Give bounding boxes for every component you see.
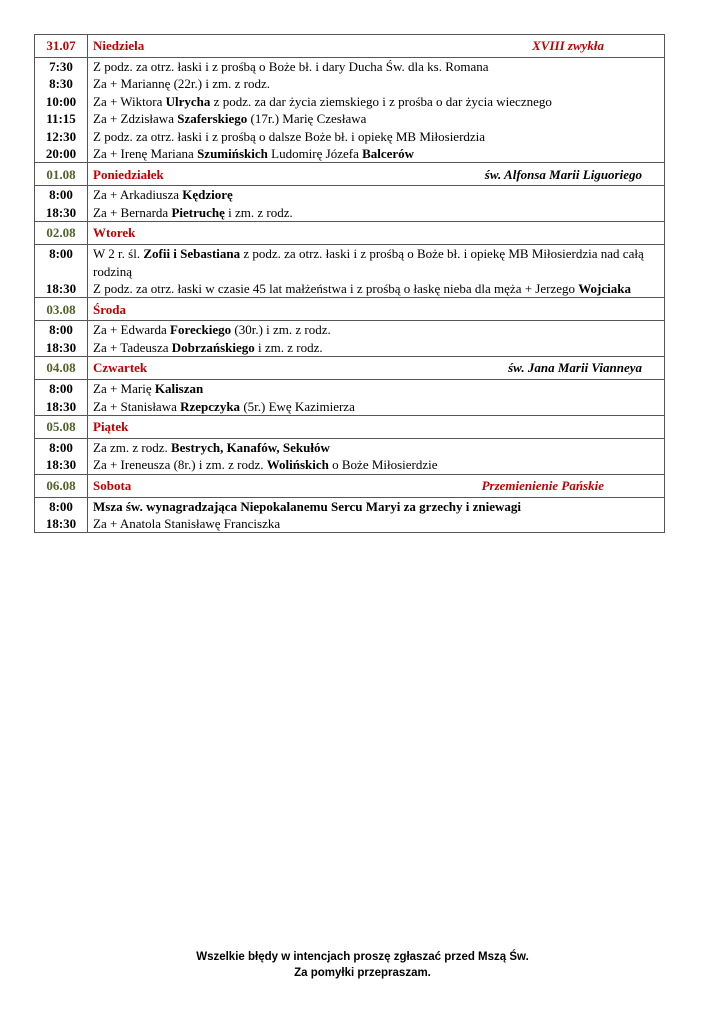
intention-name-bold: Balcerów: [362, 145, 415, 161]
intentions-cell: [88, 58, 665, 163]
day-header-row: [35, 415, 665, 438]
day-name: Środa: [93, 301, 126, 317]
footer-note: [0, 949, 725, 981]
times-cell: [35, 186, 88, 222]
intention-text: z podz. za otrz. łaski i z prośbą o Boże bł. i opiekę MB Miłosierdzia nad całą rodziną: [93, 246, 644, 279]
intention-text: W 2 r. śl.: [93, 246, 144, 262]
intention-name-bold: Zofii i Sebastiana: [143, 246, 241, 262]
intentions-cell: [88, 497, 665, 533]
mass-time: 8:00: [49, 246, 73, 262]
times-cell: [35, 380, 88, 416]
day-header-content: [93, 166, 660, 183]
intention-text: i zm. z rodz.: [254, 339, 323, 355]
feast-name: XVIII zwykła: [532, 38, 604, 54]
day-header-cell: [88, 415, 665, 438]
day-name: Poniedziałek: [93, 166, 164, 182]
intention-text: Za + Arkadiusza: [93, 187, 183, 203]
mass-intention: [93, 398, 660, 415]
mass-time: 18:30: [45, 516, 77, 532]
mass-time: 12:30: [45, 128, 77, 144]
intention-text: (30r.) i zm. z rodz.: [231, 322, 331, 338]
day-name: Sobota: [93, 477, 132, 493]
intention-text: Za + Anatola Stanisławę Franciszka: [93, 516, 281, 532]
day-header-content: [93, 477, 660, 494]
intentions-cell: [88, 380, 665, 416]
day-entries-row: [35, 497, 665, 533]
intention-name-bold: Dobrzańskiego: [171, 339, 255, 355]
day-date: 31.07: [35, 35, 88, 58]
day-name: Niedziela: [93, 38, 145, 54]
day-date: 01.08: [35, 163, 88, 186]
intention-text: Za + Bernarda: [93, 204, 172, 220]
intention-text: Z podz. za otrz. łaski w czasie 45 lat małżeństwa i z prośbą o łaskę nieba dla męża + Jerzego: [93, 280, 579, 296]
day-header-row: [35, 35, 665, 58]
intention-name-bold: Kędziorę: [182, 187, 233, 203]
intention-text: Za + Mariannę (22r.) i zm. z rodz.: [93, 76, 270, 92]
day-header-cell: [88, 163, 665, 186]
mass-time: 20:00: [45, 145, 77, 161]
day-header-cell: [88, 222, 665, 245]
mass-time: 7:30: [49, 59, 73, 74]
intention-name-bold: Szumińskich: [197, 145, 268, 161]
feast-name: św. Jana Marii Vianneya: [508, 360, 642, 376]
day-header-cell: [88, 474, 665, 497]
intention-text: Za + Ireneusza (8r.) i zm. z rodz.: [93, 457, 267, 473]
intention-text: Za + Zdzisława: [93, 111, 178, 127]
intention-text: (5r.) Ewę Kazimierza: [240, 398, 355, 414]
day-header-row: [35, 298, 665, 321]
day-date: 04.08: [35, 357, 88, 380]
intention-text: Za + Tadeusza: [93, 339, 172, 355]
times-cell: [35, 58, 88, 163]
intention-text: o Boże Miłosierdzie: [328, 457, 438, 473]
day-date: 03.08: [35, 298, 88, 321]
intentions-cell: [88, 245, 665, 298]
intention-name-bold: Rzepczyka: [180, 398, 241, 414]
day-header-row: [35, 163, 665, 186]
feast-name: Przemienienie Pańskie: [481, 477, 604, 493]
footer-line-1: Wszelkie błędy w intencjach proszę zgłaszać przed Mszą Św.: [196, 951, 529, 963]
mass-intention: [93, 186, 660, 203]
mass-time: 18:30: [45, 280, 77, 296]
day-date: 05.08: [35, 415, 88, 438]
mass-intention: [93, 93, 660, 110]
mass-time: 8:30: [49, 76, 73, 92]
times-cell: [35, 438, 88, 474]
day-header-content: [93, 418, 660, 435]
mass-intention: [93, 128, 660, 145]
day-entries-row: [35, 438, 665, 474]
intention-text: Z podz. za otrz. łaski i z prośbą o Boże bł. i dary Ducha Św. dla ks. Romana: [93, 59, 489, 74]
intention-text: Za + Irenę Mariana: [93, 145, 198, 161]
intention-text: Za + Edwarda: [93, 322, 170, 338]
mass-intention: [93, 110, 660, 127]
intention-name-bold: Wolińskich: [266, 457, 329, 473]
day-header-cell: [88, 357, 665, 380]
day-entries-row: [35, 58, 665, 163]
intention-text: Z podz. za otrz. łaski i z prośbą o dalsze Boże bł. i opiekę MB Miłosierdzia: [93, 128, 486, 144]
intention-text: i zm. z rodz.: [224, 204, 293, 220]
intention-text: Za + Wiktora: [93, 93, 166, 109]
mass-intention: [93, 439, 660, 456]
day-entries-row: [35, 321, 665, 357]
feast-name: św. Alfonsa Marii Liguoriego: [484, 166, 642, 182]
mass-intention: [93, 380, 660, 397]
intention-text: Za zm. z rodz.: [93, 439, 171, 455]
mass-time: 11:15: [46, 111, 76, 127]
day-header-cell: [88, 298, 665, 321]
day-entries-row: [35, 380, 665, 416]
day-header-content: [93, 301, 660, 318]
intentions-cell: [88, 321, 665, 357]
mass-time: 8:00: [49, 322, 73, 338]
day-name: Czwartek: [93, 360, 148, 376]
intention-text: Za + Marię: [93, 381, 155, 397]
mass-intention: [93, 75, 660, 92]
day-date: 06.08: [35, 474, 88, 497]
footer-line-2: Za pomyłki przepraszam.: [294, 967, 431, 979]
intention-name-bold: Msza św. wynagradzająca Niepokalanemu Sercu Maryi za grzechy i zniewagi: [93, 498, 521, 514]
day-header-row: [35, 222, 665, 245]
intention-name-bold: Szaferskiego: [177, 111, 248, 127]
mass-intention: [93, 145, 660, 162]
times-cell: [35, 497, 88, 533]
mass-intention: [93, 204, 660, 221]
mass-time: 18:30: [45, 457, 77, 473]
mass-time: 8:00: [49, 498, 73, 514]
mass-time: 18:30: [45, 339, 77, 355]
times-cell: [35, 321, 88, 357]
day-entries-row: [35, 186, 665, 222]
mass-intention: [93, 58, 660, 75]
intention-text: Za + Stanisława: [93, 398, 181, 414]
mass-intention: [93, 321, 660, 338]
mass-intention: [93, 280, 660, 297]
mass-intention: [93, 245, 660, 280]
intention-name-bold: Foreckiego: [170, 322, 232, 338]
intention-name-bold: Wojciaka: [578, 280, 631, 296]
mass-time: 8:00: [49, 439, 73, 455]
day-entries-row: [35, 245, 665, 298]
day-date: 02.08: [35, 222, 88, 245]
intentions-cell: [88, 186, 665, 222]
mass-time: 10:00: [45, 93, 77, 109]
mass-time: 18:30: [45, 398, 77, 414]
day-name: Wtorek: [93, 225, 136, 241]
day-header-content: [93, 37, 660, 54]
mass-intention: [93, 339, 660, 356]
intention-name-bold: Bestrych, Kanafów, Sekułów: [170, 439, 330, 455]
intention-name-bold: Ulrycha: [165, 93, 211, 109]
intention-name-bold: Kaliszan: [154, 381, 204, 397]
time-spacer: [35, 263, 87, 280]
intention-text: z podz. za dar życia ziemskiego i z prośba o dar życia wiecznego: [210, 93, 552, 109]
day-header-cell: [88, 35, 665, 58]
intention-text: Ludomirę Józefa: [267, 145, 363, 161]
mass-time: 18:30: [45, 204, 77, 220]
day-name: Piątek: [93, 419, 129, 435]
mass-intention: [93, 456, 660, 473]
schedule-table: [34, 34, 665, 533]
day-header-content: [93, 224, 660, 241]
mass-intention: [93, 515, 660, 532]
mass-time: 8:00: [49, 187, 73, 203]
mass-time: 8:00: [49, 381, 73, 397]
mass-intention: [93, 498, 660, 515]
day-header-content: [93, 359, 660, 376]
day-header-row: [35, 357, 665, 380]
times-cell: [35, 245, 88, 298]
intention-text: (17r.) Marię Czesława: [247, 111, 367, 127]
intentions-cell: [88, 438, 665, 474]
day-header-row: [35, 474, 665, 497]
intention-name-bold: Pietruchę: [171, 204, 225, 220]
